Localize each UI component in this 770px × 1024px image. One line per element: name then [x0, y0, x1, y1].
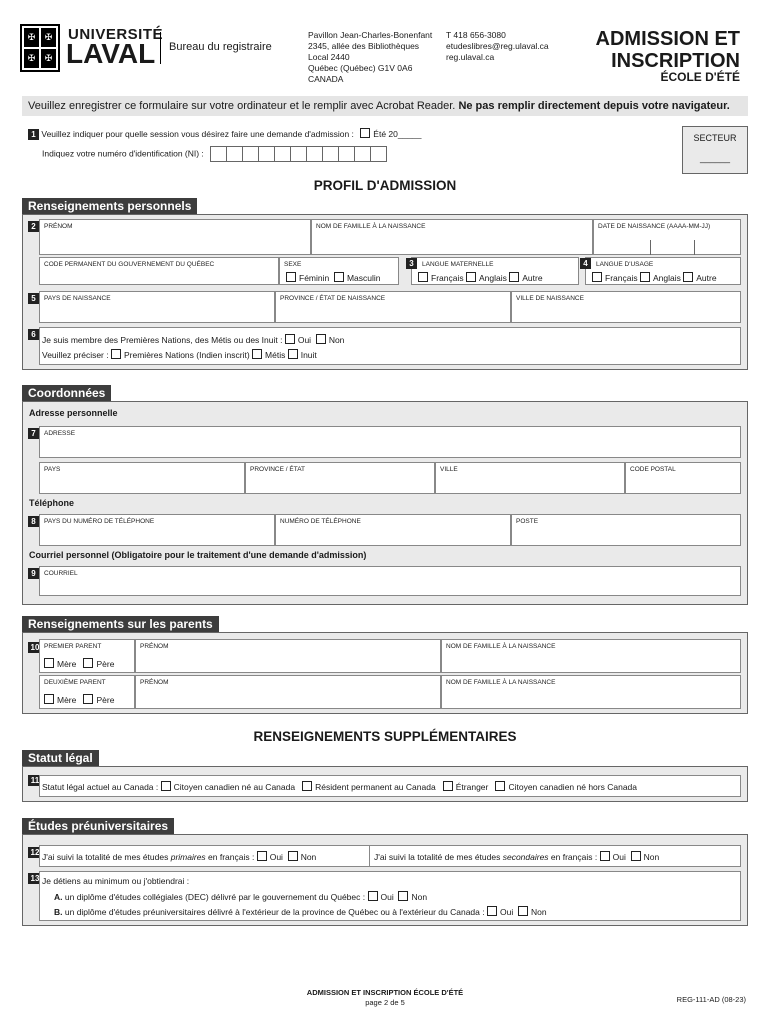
premieres-nations-label: Premières Nations (Indien inscrit): [124, 350, 250, 360]
instructions-banner: [22, 96, 748, 116]
field-label: PRÉNOM: [140, 679, 169, 686]
field-label: PRÉNOM: [44, 223, 73, 230]
non-label: Non: [643, 852, 660, 862]
anglais-checkbox[interactable]: [640, 272, 650, 282]
field-label: CODE POSTAL: [630, 466, 676, 473]
ni-digit-box[interactable]: [258, 146, 275, 162]
logo-cell: ✠: [41, 28, 56, 47]
citoyen-hors-canada-label: Citoyen canadien né hors Canada: [508, 782, 638, 792]
dec-oui-checkbox[interactable]: [368, 891, 378, 901]
pays-naissance-field[interactable]: [39, 291, 275, 323]
option-a-label: A.: [54, 892, 63, 902]
pays-telephone-field[interactable]: [39, 514, 275, 546]
inuit-label: Inuit: [300, 350, 317, 360]
citoyen-hors-canada-checkbox[interactable]: [495, 781, 505, 791]
premier-parent-field: [39, 639, 135, 673]
form-subtitle: ÉCOLE D'ÉTÉ: [660, 70, 740, 84]
etudes-primaires-field: [39, 845, 387, 867]
profil-title: PROFIL D'ADMISSION: [313, 178, 457, 193]
pere-label: Père: [96, 659, 115, 669]
metis-checkbox[interactable]: [252, 349, 262, 359]
langue-maternelle-field: [411, 257, 579, 285]
contact-website: reg.ulaval.ca: [446, 52, 495, 62]
mere-checkbox[interactable]: [44, 694, 54, 704]
option-b-text: un diplôme d'études préuniversitaires délivré à l'extérieur de la province de Québec ou à l'extérieur du Canada :: [64, 907, 485, 917]
ni-digit-box[interactable]: [226, 146, 243, 162]
province-field[interactable]: [245, 462, 435, 494]
question-number: 7: [28, 428, 39, 439]
field-label: LANGUE MATERNELLE: [422, 261, 494, 268]
ni-digit-box[interactable]: [322, 146, 339, 162]
etudes-secondaires-field: [369, 845, 741, 867]
courriel-heading-text: Courriel personnel: [29, 550, 112, 560]
telephone-heading: Téléphone: [29, 498, 75, 508]
resident-permanent-label: Résident permanent au Canada: [315, 782, 436, 792]
membre-label: Je suis membre des Premières Nations, des Métis ou des Inuit :: [42, 335, 283, 345]
primaires-oui-checkbox[interactable]: [257, 851, 267, 861]
ni-digit-box[interactable]: [210, 146, 227, 162]
field-label: VILLE DE NAISSANCE: [516, 295, 584, 302]
non-checkbox[interactable]: [316, 334, 326, 344]
section-tab-parents: Renseignements sur les parents: [22, 616, 219, 632]
mere-label: Mère: [57, 695, 77, 705]
field-label: PROVINCE / ÉTAT: [250, 466, 306, 473]
citoyen-ne-canada-checkbox[interactable]: [161, 781, 171, 791]
etranger-label: Étranger: [455, 782, 489, 792]
anglais-checkbox[interactable]: [466, 272, 476, 282]
courriel-required-note: (Obligatoire pour le traitement d'une demande d'admission): [111, 550, 367, 560]
address-line: Pavillon Jean-Charles-Bonenfant: [308, 30, 433, 40]
diplome-field: [39, 871, 741, 921]
anglais-label: Anglais: [652, 273, 681, 283]
primaires-text: J'ai suivi la totalité de mes études: [42, 852, 171, 862]
section-parents: [22, 632, 748, 714]
field-label: ADRESSE: [44, 430, 76, 437]
field-label: DEUXIÈME PARENT: [44, 679, 106, 686]
secteur-box: [682, 126, 748, 174]
ni-digit-box[interactable]: [370, 146, 387, 162]
section-perso: [22, 214, 748, 370]
francais-checkbox[interactable]: [592, 272, 602, 282]
bureau-label: Bureau du registraire: [160, 32, 272, 64]
field-label: POSTE: [516, 518, 539, 525]
dec-non-checkbox[interactable]: [398, 891, 408, 901]
citoyen-ne-canada-label: Citoyen canadien né au Canada: [173, 782, 296, 792]
pere-checkbox[interactable]: [83, 694, 93, 704]
oui-label: Oui: [612, 852, 626, 862]
ville-field[interactable]: [435, 462, 625, 494]
address-line: 2345, allée des Bibliothèques: [308, 41, 420, 51]
langue-usage-options: [592, 272, 717, 283]
date-divider: [650, 240, 651, 255]
metis-label: Métis: [265, 350, 286, 360]
non-label: Non: [530, 907, 547, 917]
masculin-checkbox[interactable]: [334, 272, 344, 282]
field-label: DATE DE NAISSANCE (AAAA-MM-JJ): [598, 223, 711, 230]
courriel-field[interactable]: [39, 566, 741, 596]
autre-checkbox[interactable]: [683, 272, 693, 282]
exterieur-oui-checkbox[interactable]: [487, 906, 497, 916]
section-tab-statut: Statut légal: [22, 750, 99, 766]
field-label: COURRIEL: [44, 570, 78, 577]
ete-option-label: Été 20_____: [373, 129, 422, 139]
ni-input[interactable]: [210, 146, 386, 162]
ville-naissance-field[interactable]: [511, 291, 741, 323]
ni-label: Indiquez votre numéro d'identification (NI) :: [42, 148, 204, 159]
primaires-emphasis: primaires: [170, 852, 206, 862]
francais-checkbox[interactable]: [418, 272, 428, 282]
field-label: PROVINCE / ÉTAT DE NAISSANCE: [280, 295, 386, 302]
field-label: SEXE: [284, 261, 302, 268]
form-title: [596, 28, 740, 72]
section-tab-perso: Renseignements personnels: [22, 198, 197, 214]
inuit-checkbox[interactable]: [288, 349, 298, 359]
autre-label: Autre: [522, 273, 543, 283]
secteur-label: SECTEUR: [693, 133, 737, 143]
supp-title: RENSEIGNEMENTS SUPPLÉMENTAIRES: [253, 729, 517, 744]
langue-mat-options: [418, 272, 543, 283]
field-label: VILLE: [440, 466, 458, 473]
question-number: 5: [28, 293, 39, 304]
anglais-label: Anglais: [478, 273, 507, 283]
question-number: 9: [28, 568, 39, 579]
registrar-address: [308, 30, 432, 85]
footer-page: page 2 de 5: [365, 998, 405, 1007]
session-question: [28, 128, 422, 140]
ni-digit-box[interactable]: [274, 146, 291, 162]
non-label: Non: [411, 892, 428, 902]
ni-digit-box[interactable]: [354, 146, 371, 162]
mere-label: Mère: [57, 659, 77, 669]
ni-digit-box[interactable]: [290, 146, 307, 162]
premier-parent-nom-field[interactable]: [441, 639, 741, 673]
premieres-nations-checkbox[interactable]: [111, 349, 121, 359]
address-line: Québec (Québec) G1V 0A6: [308, 63, 413, 73]
field-label: PAYS: [44, 466, 61, 473]
field-label: PAYS DU NUMÉRO DE TÉLÉPHONE: [44, 518, 155, 525]
question-number: 11: [28, 775, 42, 786]
section-tab-etudes: Études préuniversitaires: [22, 818, 174, 834]
address-line: Local 2440: [308, 52, 350, 62]
question-number: 2: [28, 221, 39, 232]
section-statut: [22, 766, 748, 802]
ni-digit-box[interactable]: [306, 146, 323, 162]
university-name-bottom: LAVAL: [66, 38, 156, 69]
autre-checkbox[interactable]: [509, 272, 519, 282]
pere-checkbox[interactable]: [83, 658, 93, 668]
sexe-options: [286, 272, 381, 283]
date-divider: [694, 240, 695, 255]
adresse-field[interactable]: [39, 426, 741, 458]
field-label: NUMÉRO DE TÉLÉPHONE: [280, 518, 361, 525]
preciser-row: [42, 349, 317, 360]
secondaires-text: J'ai suivi la totalité de mes études: [374, 852, 503, 862]
secondaires-non-checkbox[interactable]: [631, 851, 641, 861]
ni-digit-box[interactable]: [338, 146, 355, 162]
resident-permanent-checkbox[interactable]: [302, 781, 312, 791]
deuxieme-parent-options: [44, 694, 114, 705]
diplome-b-row: [54, 906, 547, 917]
question-number: 12: [28, 847, 42, 858]
field-label: NOM DE FAMILLE À LA NAISSANCE: [316, 223, 426, 230]
field-label: PAYS DE NAISSANCE: [44, 295, 111, 302]
non-label: Non: [300, 852, 317, 862]
footer-form-code: REG-111-AD (08-23): [676, 995, 746, 1004]
field-label: LANGUE D'USAGE: [596, 261, 654, 268]
masculin-label: Masculin: [346, 273, 381, 283]
secondaires-oui-checkbox[interactable]: [600, 851, 610, 861]
premier-parent-prenom-field[interactable]: [135, 639, 441, 673]
autochtone-field: [39, 327, 741, 365]
oui-label: Oui: [269, 852, 283, 862]
deuxieme-parent-field: [39, 675, 135, 709]
question-number: 10: [28, 642, 42, 653]
nom-famille-field[interactable]: [311, 219, 593, 255]
primaires-non-checkbox[interactable]: [288, 851, 298, 861]
sexe-field: [279, 257, 399, 285]
section-etudes: [22, 834, 748, 926]
oui-label: Oui: [380, 892, 394, 902]
contact-phone: T 418 656-3080: [446, 30, 506, 40]
ni-row: [42, 146, 386, 162]
field-label: PRÉNOM: [140, 643, 169, 650]
section-coordonnees: [22, 401, 748, 605]
preciser-label: Veuillez préciser :: [42, 350, 109, 360]
instructions-warning: Ne pas remplir directement depuis votre navigateur.: [458, 100, 730, 112]
ete-checkbox[interactable]: [360, 128, 370, 138]
registrar-contact: [446, 30, 549, 63]
non-label: Non: [328, 335, 345, 345]
prenom-field[interactable]: [39, 219, 311, 255]
field-label: CODE PERMANENT DU GOUVERNEMENT DU QUÉBEC: [44, 261, 215, 268]
question-number: 8: [28, 516, 39, 527]
deuxieme-parent-prenom-field[interactable]: [135, 675, 441, 709]
question-number: 4: [580, 258, 591, 269]
pays-field[interactable]: [39, 462, 245, 494]
footer-title: ADMISSION ET INSCRIPTION ÉCOLE D'ÉTÉ: [306, 988, 464, 997]
secteur-line: ______: [699, 153, 731, 163]
statut-label: Statut légal actuel au Canada :: [42, 782, 159, 792]
code-permanent-field[interactable]: [39, 257, 279, 285]
diplome-a-row: [54, 891, 427, 902]
university-logo: [20, 24, 60, 72]
courriel-heading: [29, 550, 366, 560]
langue-usage-field: [585, 257, 741, 285]
oui-checkbox[interactable]: [285, 334, 295, 344]
question-number: 1: [28, 129, 39, 140]
contact-email: etudeslibres@reg.ulaval.ca: [446, 41, 549, 51]
oui-label: Oui: [297, 335, 312, 345]
session-question-label: Veuillez indiquer pour quelle session vous désirez faire une demande d'admission :: [41, 129, 354, 139]
option-a-text: un diplôme d'études collégiales (DEC) délivré par le gouvernement du Québec :: [64, 892, 366, 902]
statut-field: [39, 775, 741, 797]
feminin-checkbox[interactable]: [286, 272, 296, 282]
question-number: 3: [406, 258, 417, 269]
primaires-text-end: en français :: [205, 852, 255, 862]
question-number: 6: [28, 329, 39, 340]
secondaires-text-end: en français :: [548, 852, 598, 862]
mere-checkbox[interactable]: [44, 658, 54, 668]
field-label: NOM DE FAMILLE À LA NAISSANCE: [446, 679, 556, 686]
field-label: PREMIER PARENT: [44, 643, 102, 650]
option-b-label: B.: [54, 907, 63, 917]
poste-field[interactable]: [511, 514, 741, 546]
logo-cell: ✠: [24, 28, 39, 47]
field-label: NOM DE FAMILLE À LA NAISSANCE: [446, 643, 556, 650]
secondaires-emphasis: secondaires: [502, 852, 549, 862]
logo-cell: ✠: [24, 49, 39, 68]
autre-label: Autre: [696, 273, 717, 283]
section-tab-coordonnees: Coordonnées: [22, 385, 111, 401]
form-title-line2: INSCRIPTION: [611, 50, 740, 72]
numero-telephone-field[interactable]: [275, 514, 511, 546]
address-line: CANADA: [308, 74, 344, 84]
ni-digit-box[interactable]: [242, 146, 259, 162]
province-naissance-field[interactable]: [275, 291, 511, 323]
university-name-top: UNIVERSITÉ: [68, 26, 164, 43]
form-title-line1: ADMISSION ET: [595, 28, 740, 50]
premier-parent-options: [44, 658, 114, 669]
diplome-intro: Je détiens au minimum ou j'obtiendrai :: [42, 876, 190, 886]
logo-cell: ✠: [41, 49, 56, 68]
exterieur-non-checkbox[interactable]: [518, 906, 528, 916]
adresse-heading: Adresse personnelle: [29, 408, 118, 418]
question-number: 13: [28, 873, 42, 884]
membre-row: [42, 334, 344, 345]
etranger-checkbox[interactable]: [443, 781, 453, 791]
francais-label: Français: [431, 273, 464, 283]
feminin-label: Féminin: [299, 273, 330, 283]
date-naissance-field[interactable]: [593, 219, 741, 255]
francais-label: Français: [605, 273, 638, 283]
instructions-text: Veuillez enregistrer ce formulaire sur votre ordinateur et le remplir avec Acrobat Reader.: [28, 100, 459, 112]
deuxieme-parent-nom-field[interactable]: [441, 675, 741, 709]
code-postal-field[interactable]: [625, 462, 741, 494]
pere-label: Père: [96, 695, 115, 705]
oui-label: Oui: [499, 907, 514, 917]
